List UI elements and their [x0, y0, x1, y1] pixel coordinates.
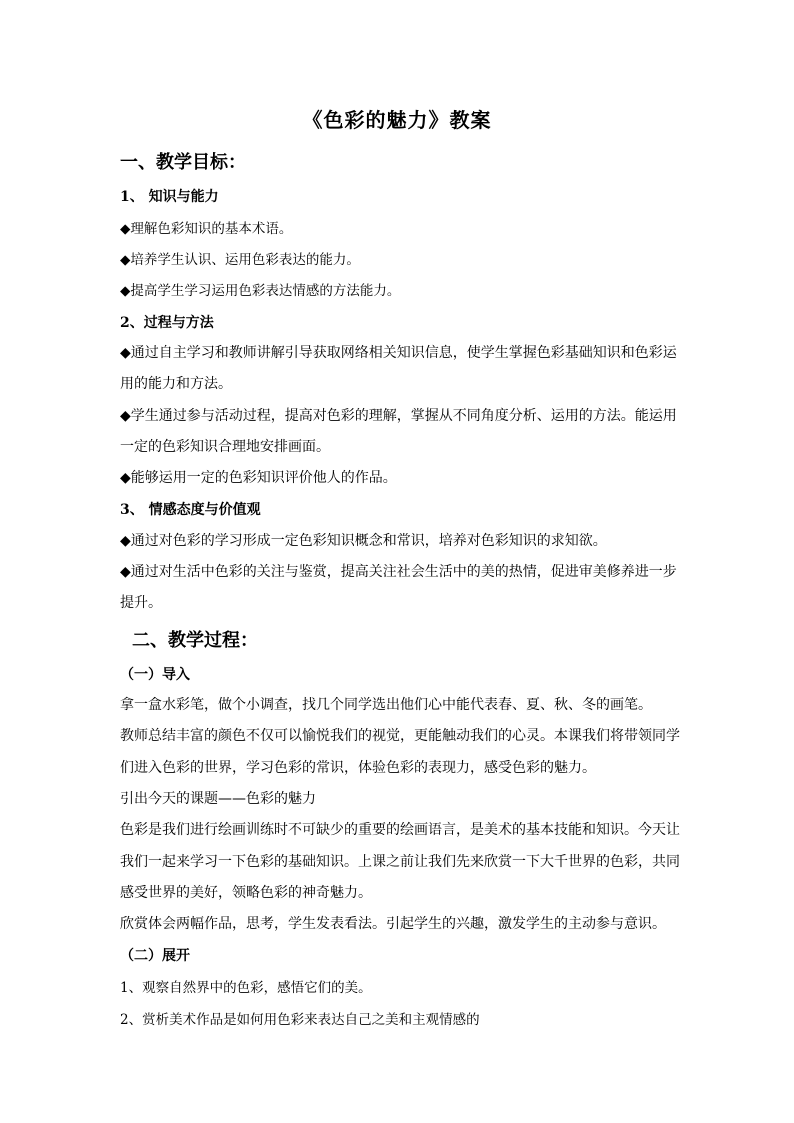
section-heading-process: 二、教学过程：: [132, 630, 258, 651]
subsection-heading-knowledge: 1、 知识与能力: [120, 189, 219, 205]
list-item-continuation: 用的能力和方法。: [120, 376, 232, 392]
paragraph: 欣赏体会两幅作品，思考，学生发表看法。引起学生的兴趣，激发学生的主动参与意识。: [120, 916, 666, 932]
list-item-continuation: 一定的色彩知识合理地安排画面。: [120, 439, 330, 455]
paragraph: 我们一起来学习一下色彩的基础知识。上课之前让我们先来欣赏一下大千世界的色彩，共同: [120, 854, 680, 870]
subsection-heading-process: 2、过程与方法: [120, 315, 214, 331]
list-item: ◆培养学生认识、运用色彩表达的能力。: [120, 252, 360, 268]
list-item: ◆理解色彩知识的基本术语。: [120, 221, 293, 237]
section-heading-objectives: 一、教学目标：: [120, 152, 246, 173]
list-item-continuation: 提升。: [120, 595, 162, 611]
paragraph: 教师总结丰富的颜色不仅可以愉悦我们的视觉，更能触动我们的心灵。本课我们将带领同学: [120, 728, 680, 744]
part-heading-intro: （一）导入: [120, 667, 190, 683]
paragraph: 2、赏析美术作品是如何用色彩来表达自己之美和主观情感的: [120, 1012, 480, 1028]
paragraph: 拿一盒水彩笔，做个小调查，找几个同学选出他们心中能代表春、夏、秋、冬的画笔。: [120, 697, 652, 713]
paragraph: 们进入色彩的世界，学习色彩的常识，体验色彩的表现力，感受色彩的魅力。: [120, 760, 596, 776]
subsection-heading-values: 3、 情感态度与价值观: [120, 502, 261, 518]
list-item: ◆通过自主学习和教师讲解引导获取网络相关知识信息，使学生掌握色彩基础知识和色彩运: [120, 345, 677, 361]
paragraph: 引出今天的课题——色彩的魅力: [120, 791, 316, 807]
list-item: ◆能够运用一定的色彩知识评价他人的作品。: [120, 470, 397, 486]
paragraph: 色彩是我们进行绘画训练时不可缺少的重要的绘画语言，是美术的基本技能和知识。今天让: [120, 822, 680, 838]
list-item: ◆学生通过参与活动过程，提高对色彩的理解，掌握从不同角度分析、运用的方法。能运用: [120, 408, 677, 424]
list-item: ◆提高学生学习运用色彩表达情感的方法能力。: [120, 283, 401, 299]
list-item: ◆通过对生活中色彩的关注与鉴赏，提高关注社会生活中的美的热情，促进审美修养进一步: [120, 564, 677, 580]
paragraph: 1、观察自然界中的色彩，感悟它们的美。: [120, 980, 372, 996]
part-heading-develop: （二）展开: [120, 948, 190, 964]
paragraph: 感受世界的美好，领略色彩的神奇魅力。: [120, 885, 372, 901]
list-item: ◆通过对色彩的学习形成一定色彩知识概念和常识，培养对色彩知识的求知欲。: [120, 533, 607, 549]
document-title: 《色彩的魅力》教案: [302, 108, 492, 132]
